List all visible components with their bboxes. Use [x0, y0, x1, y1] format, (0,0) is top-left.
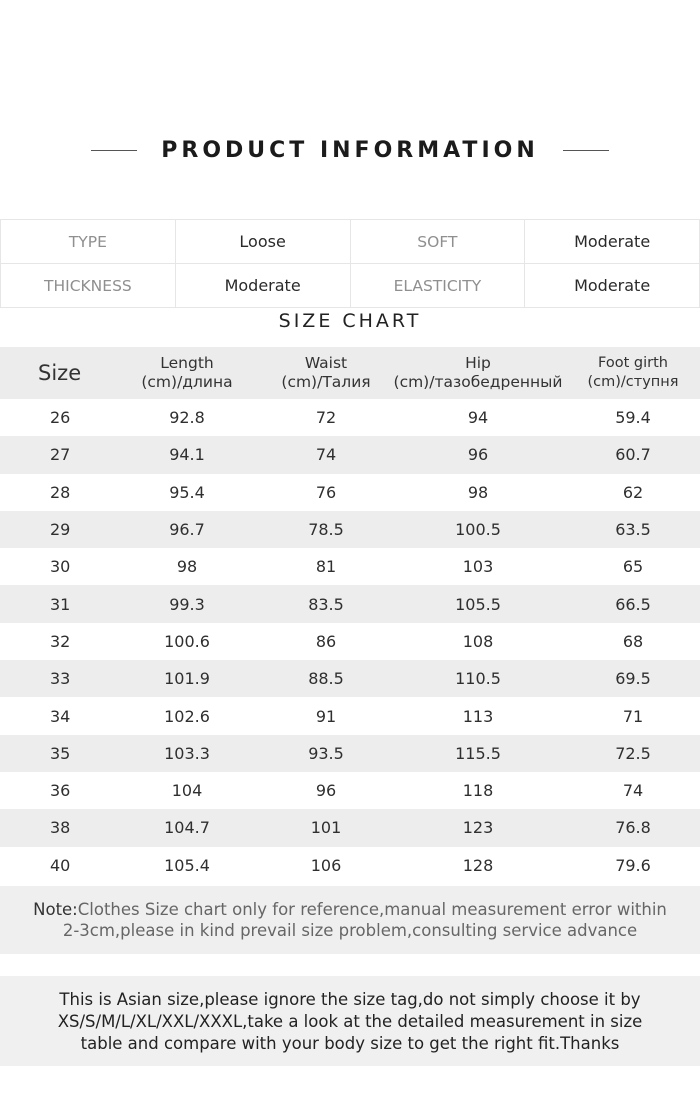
info-value-type: Loose — [175, 220, 350, 264]
size-chart-title: SIZE CHART — [278, 310, 422, 332]
cell-foot-girth: 72.5 — [566, 735, 700, 772]
cell-foot-girth: 71 — [622, 706, 644, 726]
cell-length: 103.3 — [112, 735, 262, 772]
cell-foot-girth: 69.5 — [566, 660, 700, 697]
cell-size: 31 — [0, 585, 112, 622]
cell-hip: 118 — [462, 781, 494, 801]
cell-length: 99.3 — [112, 585, 262, 622]
cell-foot-girth: 63.5 — [566, 511, 700, 548]
cell-hip: 115.5 — [390, 735, 566, 772]
cell-hip: 103 — [462, 557, 494, 577]
header-hip — [390, 347, 566, 399]
header-hip-unit: (cm)/тазобедренный — [393, 373, 563, 391]
cell-waist: 78.5 — [262, 511, 390, 548]
header-waist — [262, 347, 390, 399]
cell-foot-girth: 76.8 — [566, 809, 700, 846]
header-right-rule — [563, 150, 609, 151]
table-row — [0, 847, 700, 884]
asian-size-note — [0, 976, 700, 1066]
cell-waist: 106 — [310, 855, 342, 875]
measurement-note — [0, 886, 700, 954]
cell-length: 100.6 — [164, 631, 210, 651]
cell-length: 101.9 — [112, 660, 262, 697]
table-row — [0, 511, 700, 548]
cell-hip: 96 — [390, 436, 566, 473]
header-foot-girth-label: Foot girth — [598, 355, 668, 371]
cell-hip: 113 — [462, 706, 494, 726]
header-waist-label: Waist — [304, 354, 348, 372]
table-row — [0, 585, 700, 622]
asian-note-line-2: XS/S/M/L/XL/XXL/XXXL,take a look at the detailed measurement in size — [57, 1012, 643, 1031]
cell-hip: 94 — [467, 408, 489, 428]
cell-size: 27 — [0, 436, 112, 473]
size-chart-table — [0, 347, 700, 884]
cell-waist: 81 — [315, 557, 337, 577]
cell-foot-girth: 79.6 — [615, 855, 651, 875]
note-text-1: Clothes Size chart only for reference,manual measurement error within — [77, 900, 667, 919]
table-row — [0, 436, 700, 473]
page-title: PRODUCT INFORMATION — [161, 137, 539, 163]
cell-waist: 91 — [315, 706, 337, 726]
cell-size: 33 — [0, 660, 112, 697]
product-info-table — [0, 219, 700, 308]
cell-size: 32 — [50, 631, 71, 651]
cell-waist: 86 — [315, 631, 337, 651]
table-row — [0, 623, 700, 660]
cell-hip: 123 — [390, 809, 566, 846]
cell-foot-girth: 66.5 — [566, 585, 700, 622]
table-row — [0, 809, 700, 846]
cell-length: 105.4 — [164, 855, 210, 875]
header-foot-girth — [566, 347, 700, 399]
table-row — [0, 697, 700, 734]
table-row — [0, 660, 700, 697]
cell-length: 95.4 — [169, 482, 205, 502]
header-size-label: Size — [38, 360, 82, 385]
cell-waist: 74 — [262, 436, 390, 473]
table-row — [0, 474, 700, 511]
info-key-type: TYPE — [1, 220, 176, 264]
cell-size: 26 — [50, 408, 71, 428]
info-value-elasticity: Moderate — [525, 264, 700, 308]
product-information-header — [0, 128, 700, 172]
cell-size: 30 — [50, 557, 71, 577]
cell-size: 38 — [0, 809, 112, 846]
cell-size: 40 — [50, 855, 71, 875]
cell-waist: 76 — [315, 482, 337, 502]
cell-foot-girth: 59.4 — [615, 408, 651, 428]
cell-foot-girth: 68 — [622, 631, 644, 651]
info-key-elasticity: ELASTICITY — [350, 264, 525, 308]
cell-foot-girth: 60.7 — [566, 436, 700, 473]
header-left-rule — [91, 150, 137, 151]
cell-waist: 93.5 — [262, 735, 390, 772]
header-length-label: Length — [160, 354, 214, 372]
header-size — [0, 347, 112, 399]
cell-hip: 98 — [467, 482, 489, 502]
info-row — [1, 264, 700, 308]
cell-waist: 101 — [262, 809, 390, 846]
note-label: Note: — [33, 900, 78, 919]
table-row — [0, 735, 700, 772]
note-line-1 — [0, 899, 700, 920]
note-text-2: 2-3cm,please in kind prevail size problem,consulting service advance — [62, 921, 638, 940]
cell-hip: 105.5 — [390, 585, 566, 622]
cell-size: 36 — [50, 781, 71, 801]
cell-foot-girth: 65 — [622, 557, 644, 577]
cell-hip: 110.5 — [390, 660, 566, 697]
cell-waist: 72 — [315, 408, 337, 428]
cell-waist: 88.5 — [262, 660, 390, 697]
cell-length: 96.7 — [112, 511, 262, 548]
cell-foot-girth: 62 — [622, 482, 644, 502]
cell-hip: 128 — [462, 855, 494, 875]
cell-waist: 96 — [315, 781, 337, 801]
header-foot-girth-unit: (cm)/ступня — [587, 374, 679, 390]
cell-length: 104 — [171, 781, 203, 801]
info-key-thickness: THICKNESS — [1, 264, 176, 308]
cell-size: 35 — [0, 735, 112, 772]
cell-length: 94.1 — [112, 436, 262, 473]
cell-foot-girth: 74 — [622, 781, 644, 801]
info-value-soft: Moderate — [525, 220, 700, 264]
size-chart-header-row — [0, 347, 700, 399]
table-row — [0, 548, 700, 585]
cell-size: 34 — [50, 706, 71, 726]
cell-hip: 100.5 — [390, 511, 566, 548]
cell-waist: 83.5 — [262, 585, 390, 622]
asian-note-line-3: table and compare with your body size to get the right fit.Thanks — [80, 1034, 620, 1053]
table-row — [0, 399, 700, 436]
asian-note-line-1: This is Asian size,please ignore the size tag,do not simply choose it by — [59, 990, 641, 1009]
cell-size: 29 — [0, 511, 112, 548]
table-row — [0, 772, 700, 809]
cell-length: 102.6 — [164, 706, 210, 726]
header-length — [112, 347, 262, 399]
header-hip-label: Hip — [465, 354, 491, 372]
info-value-thickness: Moderate — [175, 264, 350, 308]
info-key-soft: SOFT — [350, 220, 525, 264]
cell-size: 28 — [50, 482, 71, 502]
cell-length: 98 — [176, 557, 198, 577]
header-length-unit: (cm)/длина — [141, 373, 233, 391]
cell-length: 104.7 — [112, 809, 262, 846]
header-waist-unit: (cm)/Талия — [281, 373, 371, 391]
info-row — [1, 220, 700, 264]
cell-hip: 108 — [462, 631, 494, 651]
cell-length: 92.8 — [169, 408, 205, 428]
